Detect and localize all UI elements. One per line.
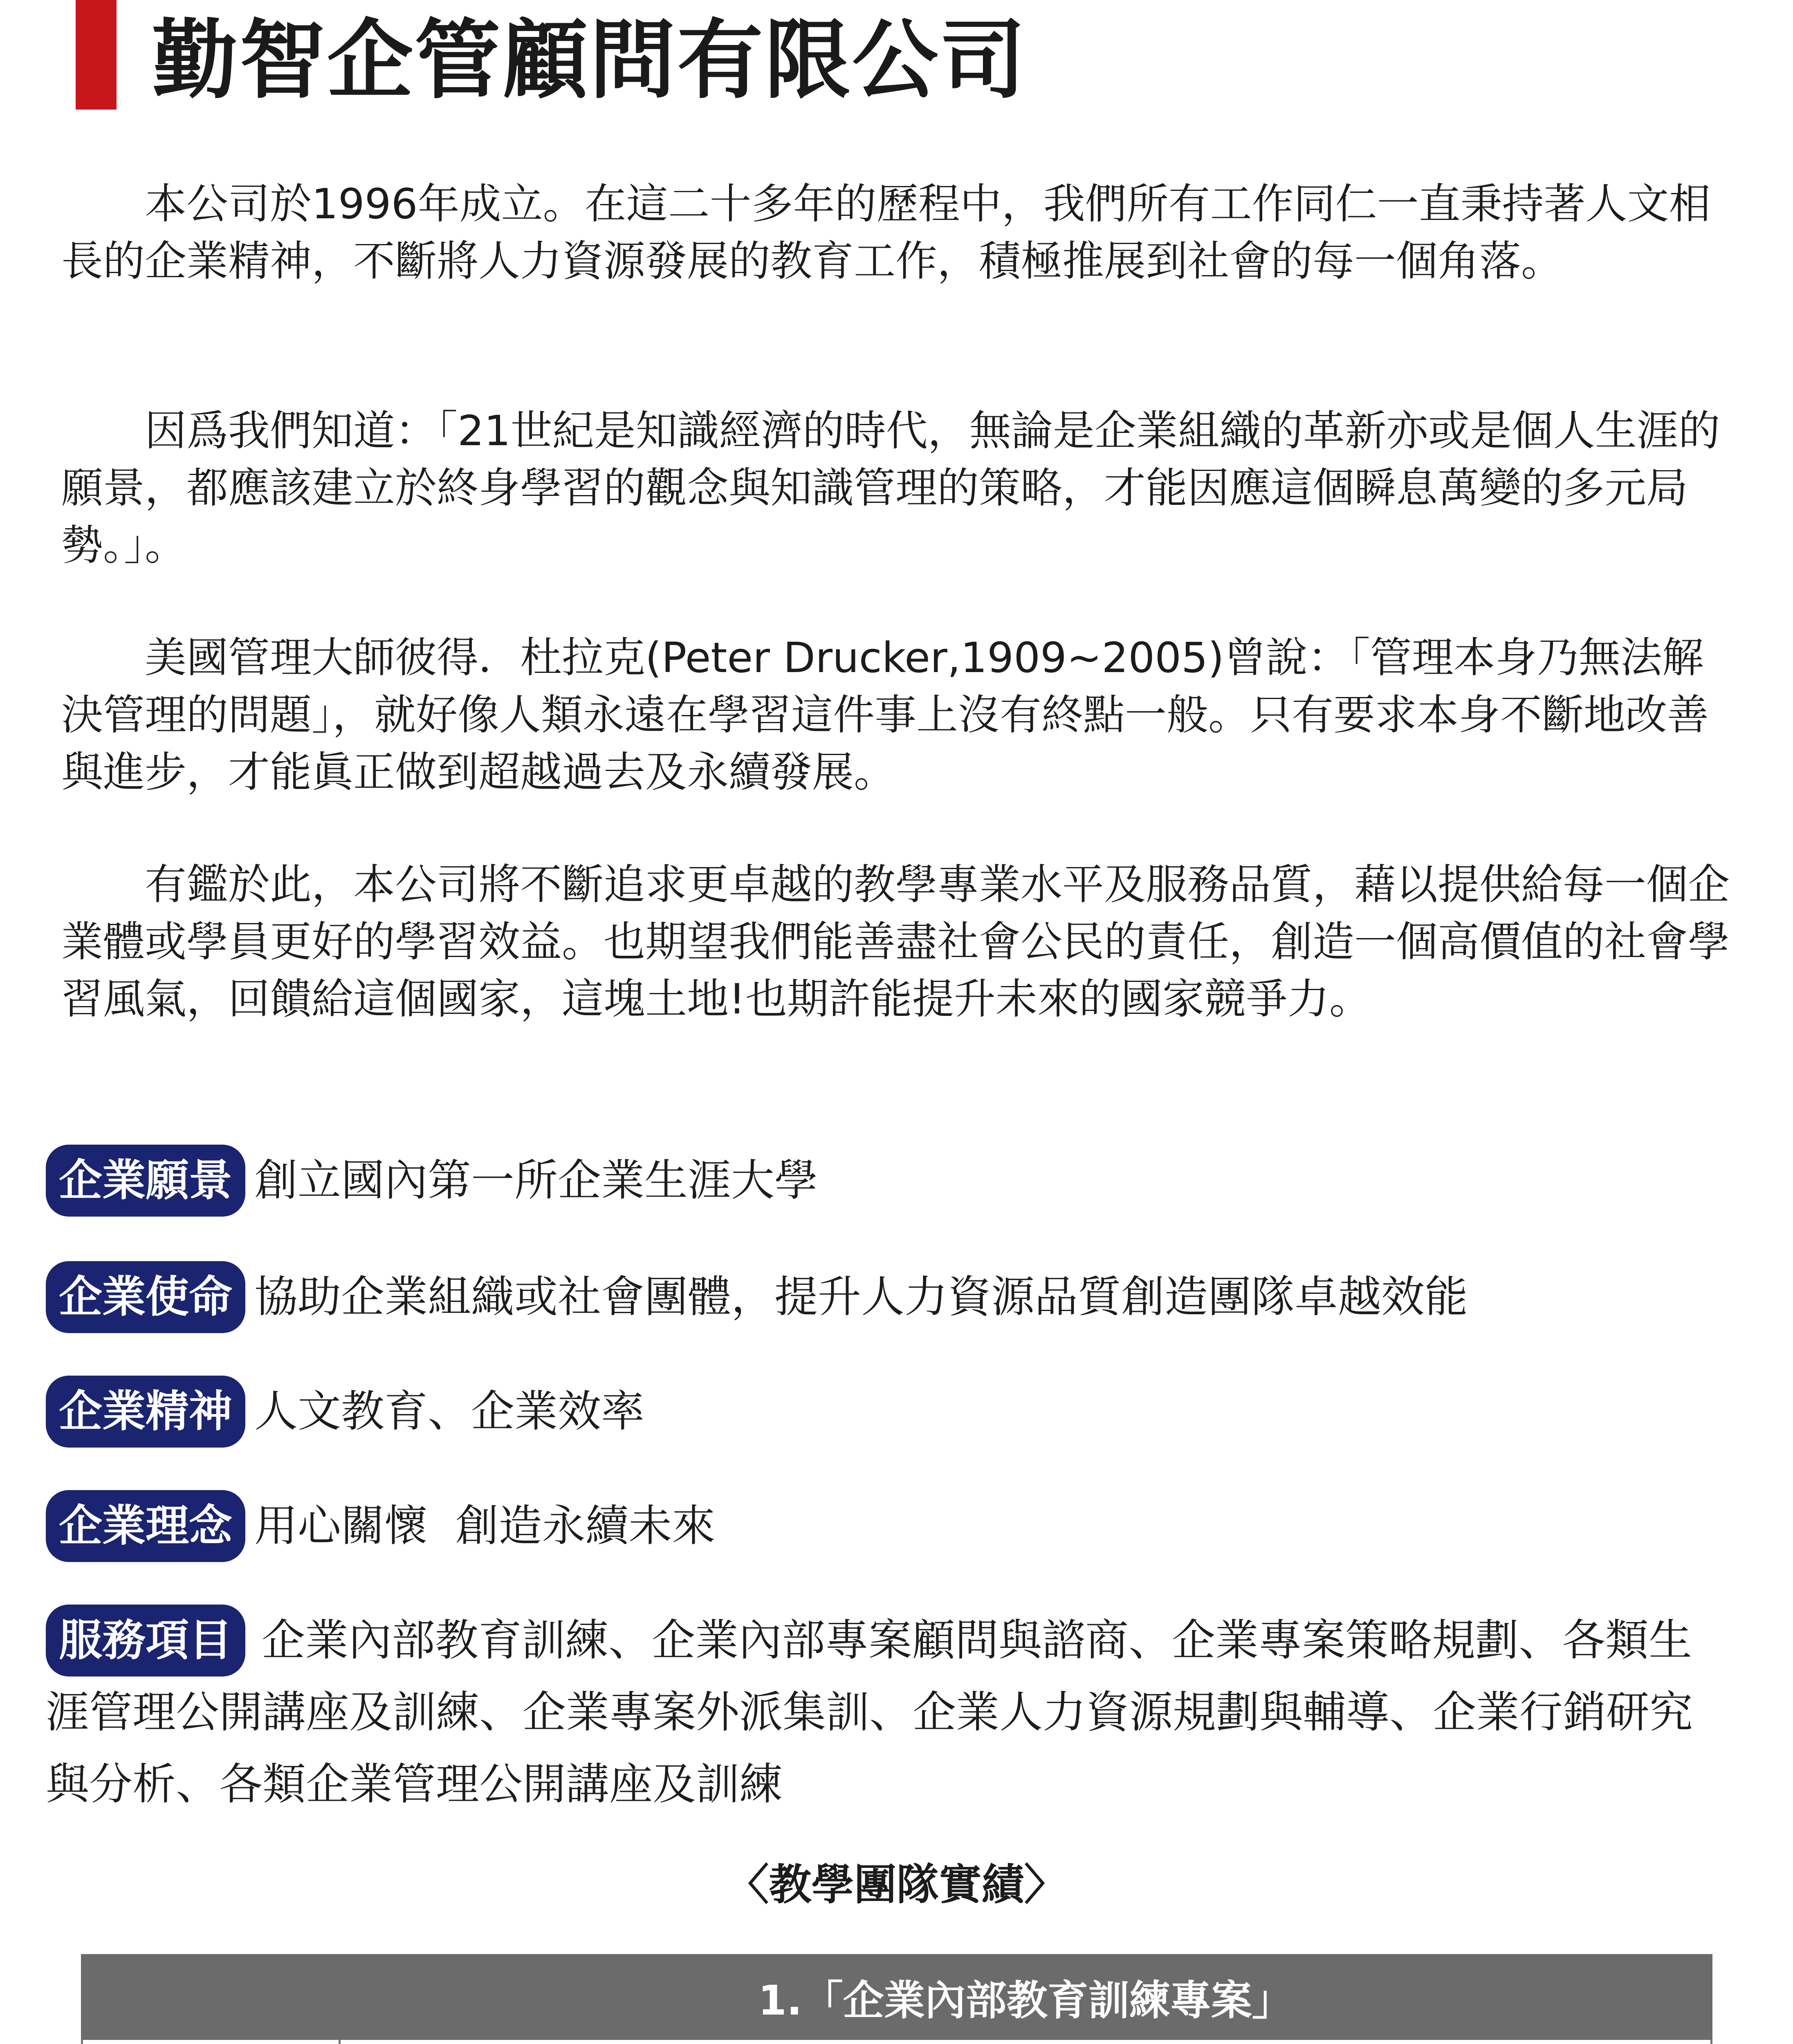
mission-row — [46, 1261, 1747, 1333]
spirit-badge: 企業精神 — [46, 1376, 245, 1448]
industry-cell — [82, 2039, 340, 2044]
spirit-row — [46, 1376, 1747, 1448]
intro-paragraph: 本公司於1996年成立。在這二十多年的歷程中，我們所有工作同仁一直秉持著人文相長的企業精神，不斷將人力資源發展的教育工作，積極推展到社會的每一個角落。 — [61, 180, 1711, 286]
intro-paragraph: 因爲我們知道：「21世紀是知識經濟的時代，無論是企業組織的革新亦或是個人生涯的願景，都應該建立於終身學習的觀念與知識管理的策略，才能因應這個瞬息萬變的多元局勢。」。 — [61, 407, 1720, 570]
services-row — [46, 1605, 1730, 1820]
spirit-text: 人文教育、企業效率 — [254, 1386, 644, 1437]
mission-badge: 企業使命 — [46, 1261, 245, 1333]
philosophy-row — [46, 1490, 1747, 1562]
intro-paragraph: 美國管理大師彼得．杜拉克(Peter Drucker,1909~2005)曾說：「管理本身乃無法解決管理的問題」，就好像人類永遠在學習這件事上沒有終點一般。只有要求本身不斷地改善與進步，才能眞正做到超越過去及永續發展。 — [61, 634, 1709, 797]
services-text: 企業內部教育訓練、企業內部專案顧問與諮商、企業專案策略規劃、各類生涯管理公開講座及訓練、企業專案外派集訓、企業人力資源規劃與輔導、企業行銷研究與分析、各類企業管理公開講座及訓練 — [46, 1615, 1693, 1809]
philosophy-badge: 企業理念 — [46, 1490, 245, 1562]
title-accent-bar — [76, 0, 117, 110]
company-title: 勤智企管顧問有限公司 — [152, 10, 1028, 110]
table-header-row — [82, 1955, 1712, 2039]
vision-badge: 企業願景 — [46, 1145, 245, 1217]
table-row — [82, 2039, 1712, 2044]
table-header: 1.「企業內部教育訓練專案」 — [340, 1955, 1712, 2039]
vision-text: 創立國內第一所企業生涯大學 — [254, 1155, 818, 1206]
clients-cell — [340, 2039, 1712, 2044]
vision-row — [46, 1145, 1747, 1217]
philosophy-text: 用心關懷 創造永續未來 — [254, 1501, 716, 1551]
corporate-training-table — [81, 1954, 1712, 2044]
mission-text: 協助企業組織或社會團體，提升人力資源品質創造團隊卓越效能 — [254, 1272, 1468, 1322]
intro-paragraph: 有鑑於此，本公司將不斷追求更卓越的教學專業水平及服務品質，藉以提供給每一個企業體或學員更好的學習效益。也期望我們能善盡社會公民的責任，創造一個高價值的社會學習風氣，回饋給這個國家，這塊土地!也期許能提升未來的國家競爭力。 — [61, 861, 1730, 1024]
performance-heading: 〈教學團隊實績〉 — [726, 1860, 1067, 1910]
table-header-corner — [82, 1955, 340, 2039]
services-badge: 服務項目 — [46, 1605, 245, 1676]
